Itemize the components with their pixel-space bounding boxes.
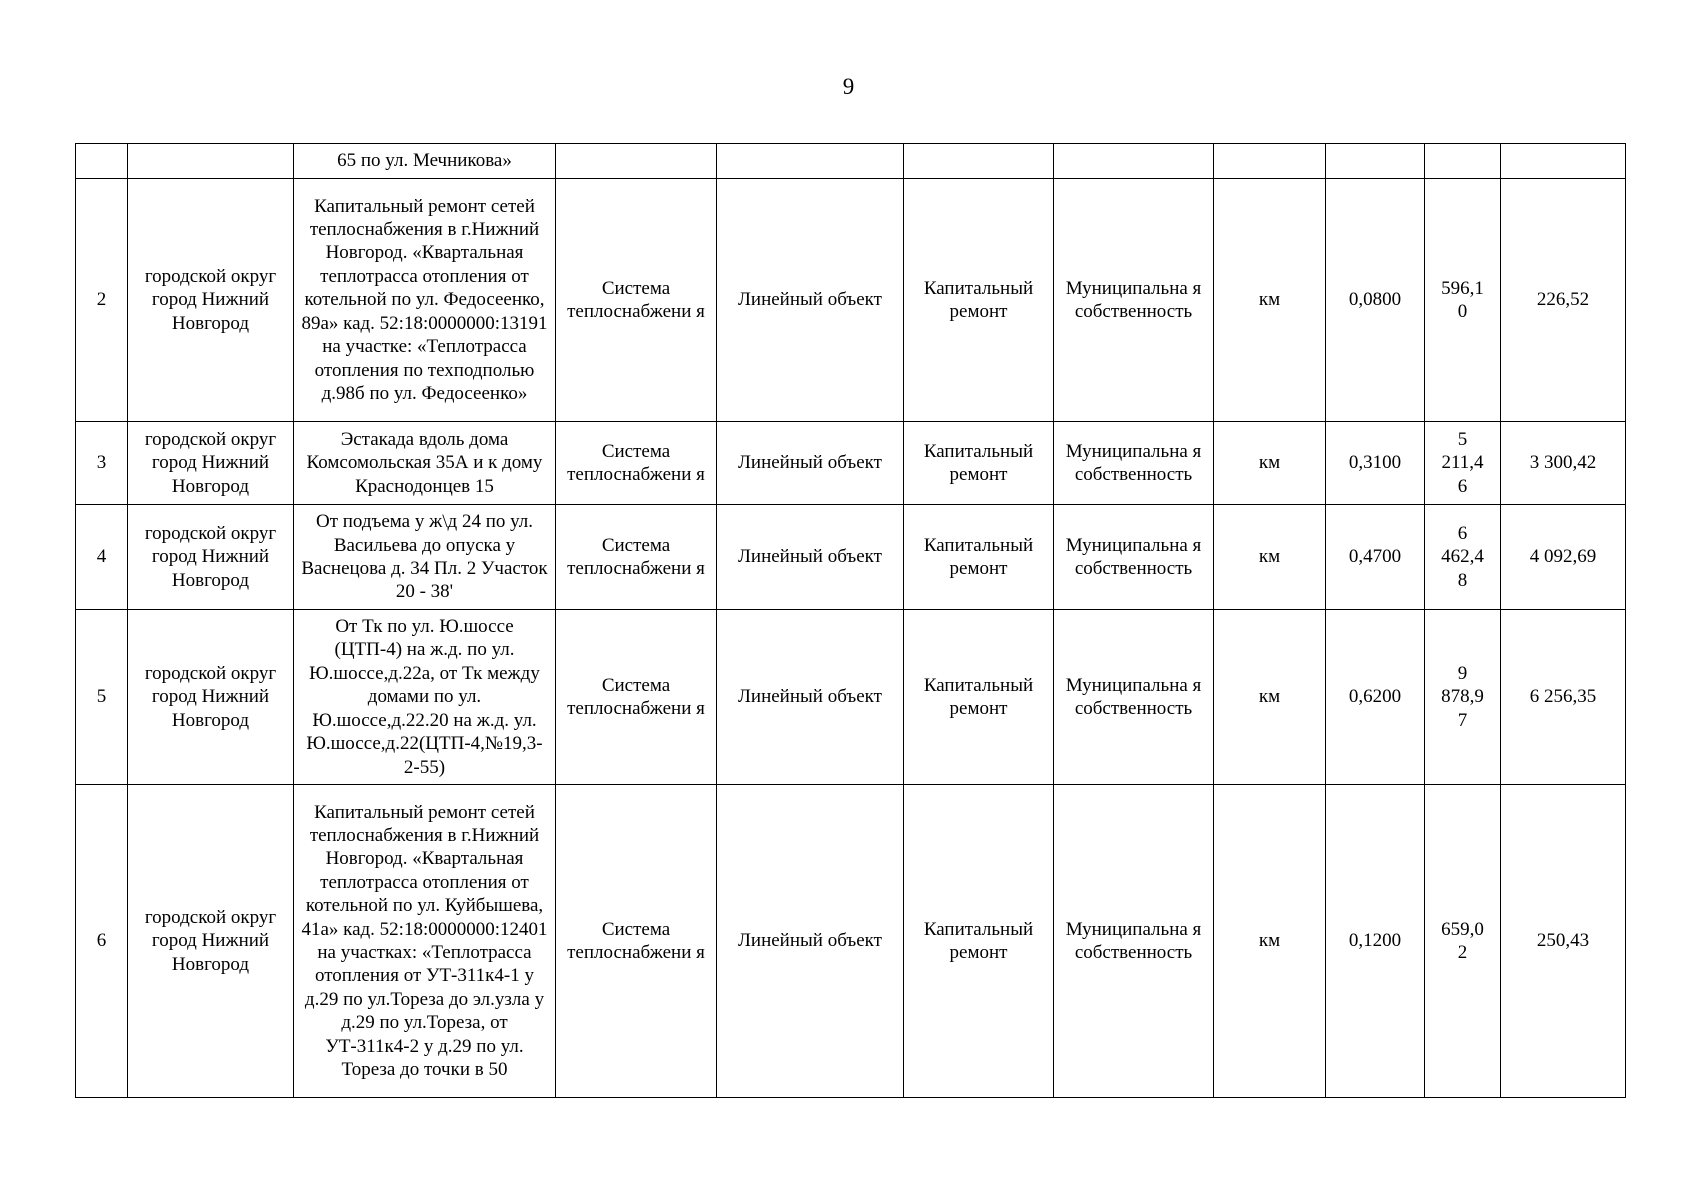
page-number: 9	[842, 74, 855, 99]
cell-object-type: Линейный объект	[717, 785, 904, 1098]
table-row	[76, 785, 1626, 1098]
cell-num: 2	[76, 179, 128, 422]
cell-ownership: Муниципальна я собственность	[1054, 610, 1214, 785]
value-line: 878,9	[1441, 686, 1484, 708]
cell-unit	[1214, 144, 1326, 179]
value-line: 9	[1457, 662, 1468, 684]
cell-work-type: Капитальный ремонт	[904, 179, 1054, 422]
cell-unit: км	[1214, 179, 1326, 422]
cell-value	[1425, 505, 1501, 610]
value-line: 659,0	[1441, 918, 1484, 940]
cell-system: Система теплоснабжени я	[556, 505, 717, 610]
cell-object: Капитальный ремонт сетей теплоснабжения в г.Нижний Новгород. «Квартальная теплотрасса отопления от котельной по ул. Федосеенко, 89а» кад. 52:18:0000000:13191 на участке: «Теплотрасса отопления по техподполью д.98б по ул. Федосеенко»	[294, 179, 556, 422]
value-line: 462,4	[1441, 546, 1484, 568]
cell-object-type	[717, 144, 904, 179]
cell-municipality: городской округ город Нижний Новгород	[128, 505, 294, 610]
cell-value	[1425, 144, 1501, 179]
cell-num: 4	[76, 505, 128, 610]
value-line: 8	[1457, 569, 1468, 591]
cell-work-type	[904, 144, 1054, 179]
cell-num: 3	[76, 422, 128, 505]
cell-value	[1425, 610, 1501, 785]
cell-length	[1326, 144, 1425, 179]
cell-system: Система теплоснабжени я	[556, 179, 717, 422]
cell-num: 5	[76, 610, 128, 785]
cell-object: Эстакада вдоль дома Комсомольская 35А и к дому Краснодонцев 15	[294, 422, 556, 505]
cell-unit: км	[1214, 785, 1326, 1098]
cell-object-type: Линейный объект	[717, 422, 904, 505]
cell-cost	[1501, 144, 1626, 179]
cell-value	[1425, 422, 1501, 505]
value-line: 6	[1457, 475, 1468, 497]
cell-object: От подъема у ж\д 24 по ул. Васильева до опуска у Васнецова д. 34 Пл. 2 Участок 20 - 38'	[294, 505, 556, 610]
cell-unit: км	[1214, 505, 1326, 610]
cell-unit: км	[1214, 610, 1326, 785]
cell-cost: 3 300,42	[1501, 422, 1626, 505]
cell-municipality: городской округ город Нижний Новгород	[128, 610, 294, 785]
value-line: 0	[1457, 301, 1468, 322]
table-row	[76, 610, 1626, 785]
cell-length: 0,0800	[1326, 179, 1425, 422]
cell-length: 0,3100	[1326, 422, 1425, 505]
cell-object: 65 по ул. Мечникова»	[294, 144, 556, 179]
table-row	[76, 422, 1626, 505]
cell-cost: 250,43	[1501, 785, 1626, 1098]
cell-municipality: городской округ город Нижний Новгород	[128, 785, 294, 1098]
table-row-continuation	[76, 144, 1626, 179]
table-row	[76, 505, 1626, 610]
cell-work-type: Капитальный ремонт	[904, 422, 1054, 505]
table-row	[76, 179, 1626, 422]
registry-table	[75, 143, 1626, 1098]
cell-cost: 6 256,35	[1501, 610, 1626, 785]
value-line: 596,1	[1441, 277, 1484, 299]
cell-ownership	[1054, 144, 1214, 179]
cell-object-type: Линейный объект	[717, 179, 904, 422]
cell-ownership: Муниципальна я собственность	[1054, 785, 1214, 1098]
cell-system: Система теплоснабжени я	[556, 785, 717, 1098]
cell-system: Система теплоснабжени я	[556, 422, 717, 505]
cell-system: Система теплоснабжени я	[556, 610, 717, 785]
cell-work-type: Капитальный ремонт	[904, 785, 1054, 1098]
cell-num: 6	[76, 785, 128, 1098]
cell-length: 0,1200	[1326, 785, 1425, 1098]
cell-value	[1425, 785, 1501, 1098]
cell-ownership: Муниципальна я собственность	[1054, 179, 1214, 422]
cell-municipality: городской округ город Нижний Новгород	[128, 179, 294, 422]
cell-work-type: Капитальный ремонт	[904, 610, 1054, 785]
cell-work-type: Капитальный ремонт	[904, 505, 1054, 610]
cell-value	[1425, 179, 1501, 422]
value-line: 2	[1457, 942, 1468, 963]
cell-cost: 4 092,69	[1501, 505, 1626, 610]
cell-object: От Тк по ул. Ю.шоссе (ЦТП-4) на ж.д. по ул. Ю.шоссе,д.22а, от Тк между домами по ул. Ю.шоссе,д.22.20 на ж.д. ул. Ю.шоссе,д.22(ЦТП-4,№19,3-2-55)	[294, 610, 556, 785]
cell-municipality	[128, 144, 294, 179]
value-line: 6	[1457, 522, 1468, 544]
value-line: 7	[1457, 709, 1468, 731]
cell-ownership: Муниципальна я собственность	[1054, 505, 1214, 610]
cell-num	[76, 144, 128, 179]
cell-system	[556, 144, 717, 179]
cell-object-type: Линейный объект	[717, 505, 904, 610]
cell-length: 0,6200	[1326, 610, 1425, 785]
cell-unit: км	[1214, 422, 1326, 505]
cell-cost: 226,52	[1501, 179, 1626, 422]
cell-object-type: Линейный объект	[717, 610, 904, 785]
value-line: 5	[1457, 428, 1468, 450]
value-line: 211,4	[1441, 452, 1484, 474]
cell-municipality: городской округ город Нижний Новгород	[128, 422, 294, 505]
cell-length: 0,4700	[1326, 505, 1425, 610]
cell-ownership: Муниципальна я собственность	[1054, 422, 1214, 505]
cell-object: Капитальный ремонт сетей теплоснабжения в г.Нижний Новгород. «Квартальная теплотрасса отопления от котельной по ул. Куйбышева, 41а» кад. 52:18:0000000:12401 на участках: «Теплотрасса отопления от УТ-311к4-1 у д.29 по ул.Тореза до эл.узла у д.29 по ул.Тореза, от УТ-311к4-2 у д.29 по ул. Тореза до точки в 50	[294, 785, 556, 1098]
